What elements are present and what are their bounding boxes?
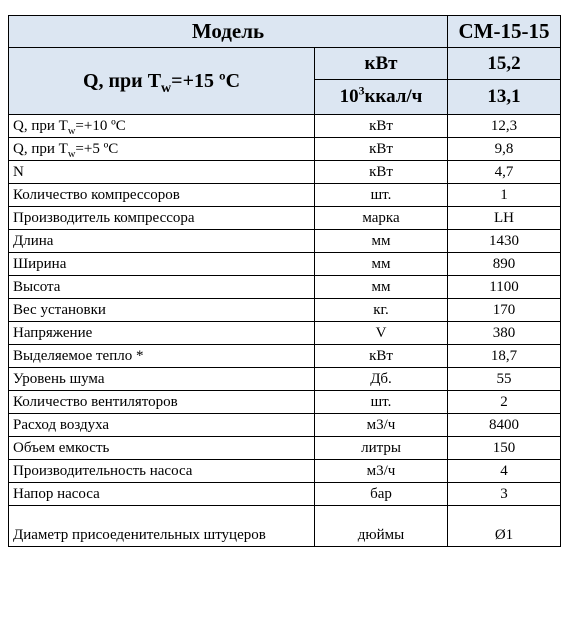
row-value: 170 — [448, 299, 561, 322]
row-name: Длина — [9, 230, 315, 253]
row-name: Напор насоса — [9, 483, 315, 506]
row-name — [9, 138, 315, 161]
kcal-rest: ккал/ч — [364, 86, 423, 107]
row-unit: мм — [315, 253, 448, 276]
row-name-suffix: =+5 ºC — [75, 140, 119, 157]
row-unit: Дб. — [315, 368, 448, 391]
q-value-kw: 15,2 — [448, 48, 561, 80]
row-name-sub: w — [67, 125, 76, 137]
kcal-base: 10 — [339, 86, 359, 107]
table-row — [9, 460, 561, 483]
q-main-suffix: =+15 ºC — [171, 69, 241, 92]
table-row — [9, 184, 561, 207]
table-row — [9, 207, 561, 230]
table-row — [9, 138, 561, 161]
row-value: 150 — [448, 437, 561, 460]
row-value: 1100 — [448, 276, 561, 299]
q-main-label — [9, 48, 315, 115]
table-row — [9, 253, 561, 276]
row-unit: литры — [315, 437, 448, 460]
table-row — [9, 230, 561, 253]
table-row — [9, 483, 561, 506]
row-unit: кВт — [315, 345, 448, 368]
table-row — [9, 506, 561, 547]
row-name — [9, 115, 315, 138]
row-unit: V — [315, 322, 448, 345]
row-name: N — [9, 161, 315, 184]
row-name: Выделяемое тепло * — [9, 345, 315, 368]
table-row — [9, 368, 561, 391]
row-name: Количество вентиляторов — [9, 391, 315, 414]
row-value: 1430 — [448, 230, 561, 253]
row-name-suffix: =+10 ºC — [75, 117, 126, 134]
header-model-row — [9, 16, 561, 48]
row-name-sub: w — [67, 148, 76, 160]
row-value: 1 — [448, 184, 561, 207]
row-value: 890 — [448, 253, 561, 276]
table-row — [9, 322, 561, 345]
table-row — [9, 161, 561, 184]
row-unit: кВт — [315, 115, 448, 138]
row-name: Вес установки — [9, 299, 315, 322]
table-row — [9, 437, 561, 460]
spec-table — [8, 15, 561, 547]
row-value: 12,3 — [448, 115, 561, 138]
row-unit: шт. — [315, 391, 448, 414]
model-label: Модель — [9, 16, 448, 48]
row-name: Количество компрессоров — [9, 184, 315, 207]
header-q-row-kw — [9, 48, 561, 80]
row-unit: кВт — [315, 138, 448, 161]
row-unit: м3/ч — [315, 460, 448, 483]
row-name: Ширина — [9, 253, 315, 276]
row-unit: мм — [315, 230, 448, 253]
row-value: 2 — [448, 391, 561, 414]
row-name: Объем емкость — [9, 437, 315, 460]
row-value: 4,7 — [448, 161, 561, 184]
row-unit: кг. — [315, 299, 448, 322]
row-name: Диаметр присоеденительных штуцеров — [9, 506, 315, 547]
q-value-kcal: 13,1 — [448, 80, 561, 115]
row-unit: кВт — [315, 161, 448, 184]
row-value: 8400 — [448, 414, 561, 437]
q-main-prefix: Q, при T — [82, 69, 162, 92]
row-unit: шт. — [315, 184, 448, 207]
row-name: Высота — [9, 276, 315, 299]
row-value: 3 — [448, 483, 561, 506]
row-value: 18,7 — [448, 345, 561, 368]
row-unit: марка — [315, 207, 448, 230]
q-unit-kcal — [315, 80, 448, 115]
table-row — [9, 345, 561, 368]
row-value: Ø1 — [448, 506, 561, 547]
row-name: Производительность насоса — [9, 460, 315, 483]
table-row — [9, 276, 561, 299]
row-value: LH — [448, 207, 561, 230]
row-value: 55 — [448, 368, 561, 391]
table-row — [9, 299, 561, 322]
row-unit: мм — [315, 276, 448, 299]
row-name: Производитель компрессора — [9, 207, 315, 230]
row-value: 380 — [448, 322, 561, 345]
kcal-sup: 3 — [358, 84, 365, 98]
row-name: Расход воздуха — [9, 414, 315, 437]
row-unit: дюймы — [315, 506, 448, 547]
row-name-prefix: Q, при T — [13, 117, 68, 134]
q-main-sub: w — [161, 80, 172, 96]
row-value: 9,8 — [448, 138, 561, 161]
row-name: Уровень шума — [9, 368, 315, 391]
row-name-prefix: Q, при T — [13, 140, 68, 157]
model-value: CM-15-15 — [448, 16, 561, 48]
table-row — [9, 414, 561, 437]
row-name: Напряжение — [9, 322, 315, 345]
q-unit-kw: кВт — [315, 48, 448, 80]
table-row — [9, 115, 561, 138]
row-unit: бар — [315, 483, 448, 506]
table-row — [9, 391, 561, 414]
row-unit: м3/ч — [315, 414, 448, 437]
row-value: 4 — [448, 460, 561, 483]
